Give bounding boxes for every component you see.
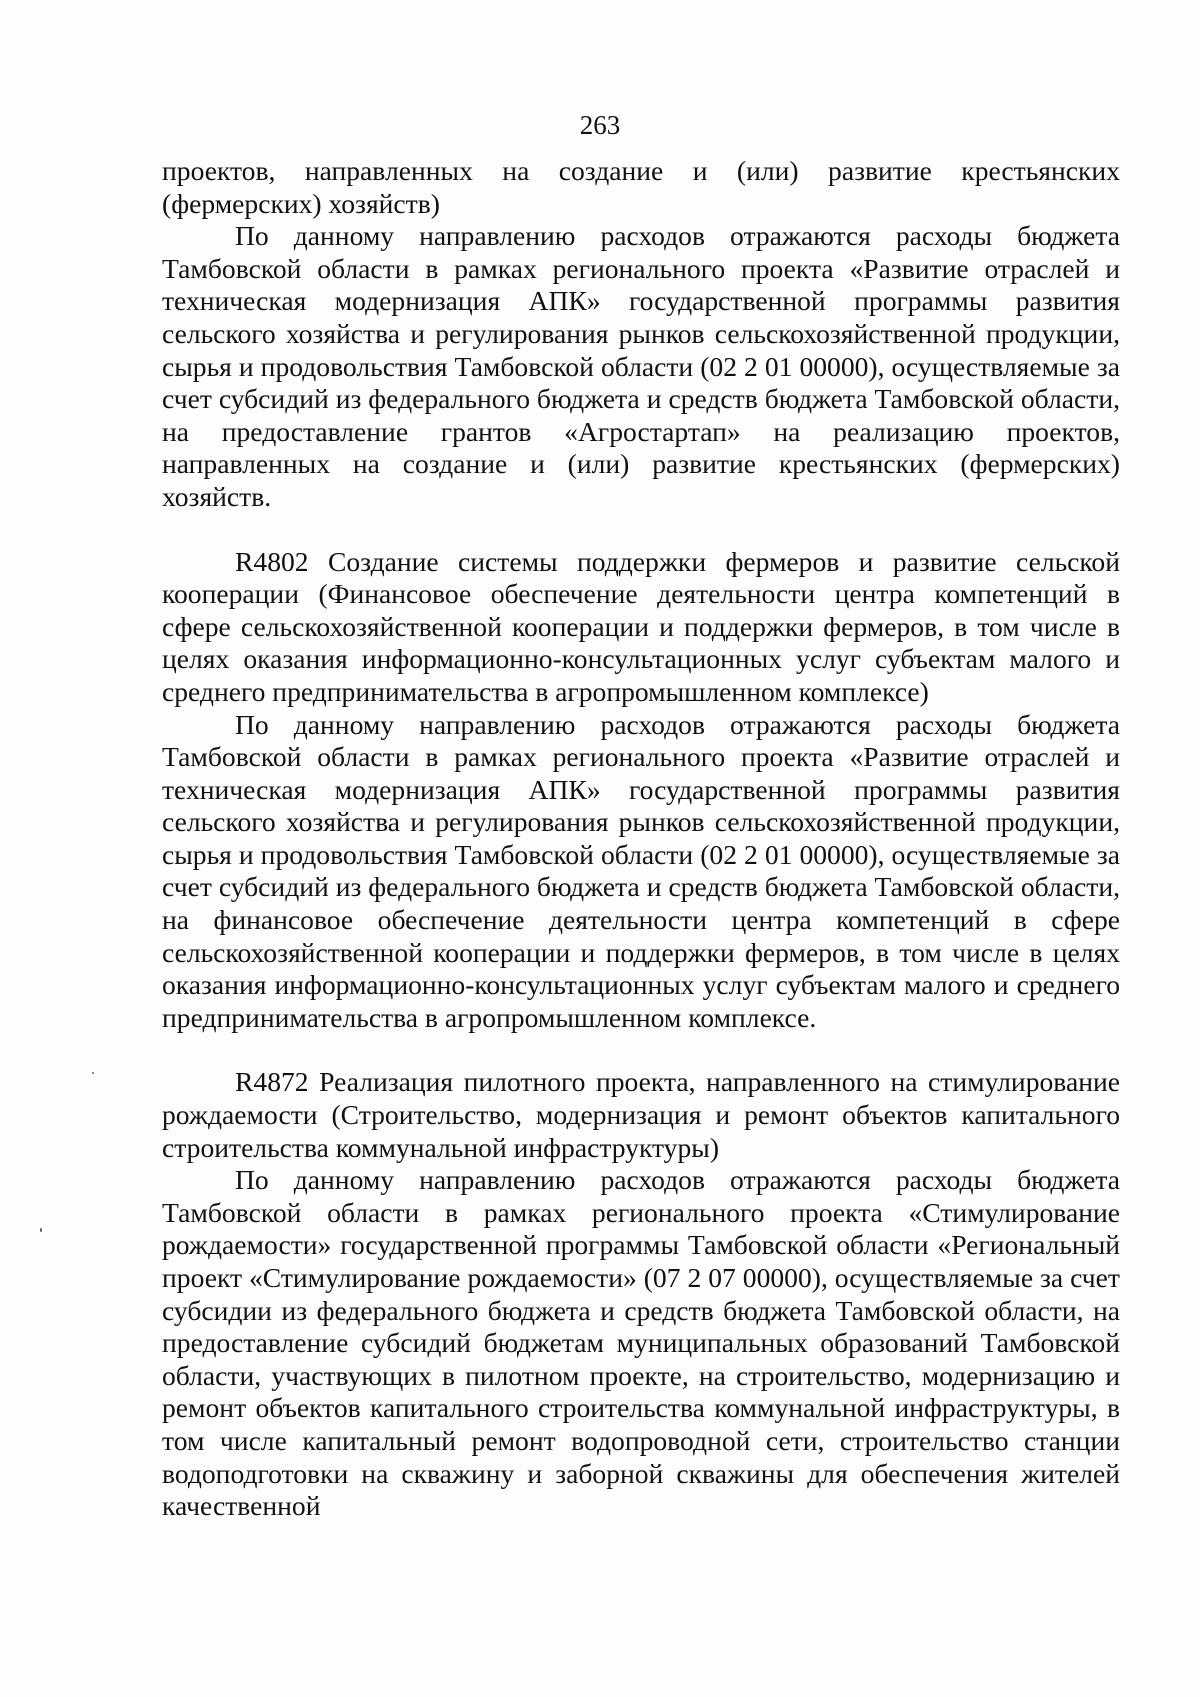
paragraph-agrostartup-description: По данному направлению расходов отражаются расходы бюджета Тамбовской области в рамках регионального проекта «Развитие отраслей и техническая модернизация АПК» государственной программы развития сельского хозяйства и регулирования рынков сельскохозяйственной продукции, сырья и продовольствия Тамбовской области (02 2 01 00000), осуществляемые за счет субсидий из федерального бюджета и средств бюджета Тамбовской области, на предоставление грантов «Агростартап» на реализацию проектов, направленных на создание и (или) развитие крестьянских (фермерских) хозяйств. [162,220,1120,512]
r4872-title: Реализация пилотного проекта, направленного на стимулирование рождаемости (Строительство, модернизация и ремонт объектов капитального строительства коммунальной инфраструктуры) [162,1066,1120,1163]
paragraph-r4872-heading [162,1066,1120,1164]
r4802-title: Создание системы поддержки фермеров и развитие сельской кооперации (Финансовое обеспечение деятельности центра компетенций в сфере сельскохозяйственной кооперации и поддержки фермеров, в том числе в целях оказания информационно-консультационных услуг субъектам малого и среднего предпринимательства в агропромышленном комплексе) [162,545,1120,707]
paragraph-r4872-description: По данному направлению расходов отражаются расходы бюджета Тамбовской области в рамках регионального проекта «Стимулирование рождаемости» государственной программы Тамбовской области «Региональный проект «Стимулирование рождаемости» (07 2 07 00000), осуществляемые за счет субсидии из федерального бюджета и средств бюджета Тамбовской области, на предоставление субсидий бюджетам муниципальных образований Тамбовской области, участвующих в пилотном проекте, на строительство, модернизацию и ремонт объектов капитального строительства коммунальной инфраструктуры, в том числе капитальный ремонт водопроводной сети, строительство станции водоподготовки на скважину и заборной скважины для обеспечения жителей качественной [162,1164,1120,1522]
expense-code-r4872: R4872 [235,1066,309,1098]
scan-speck [92,1072,94,1074]
expense-code-r4802: R4802 [235,545,309,577]
paragraph-continuation: проектов, направленных на создание и (или) развитие крестьянских (фермерских) хозяйств) [162,155,1120,219]
paragraph-r4802-description: По данному направлению расходов отражаются расходы бюджета Тамбовской области в рамках регионального проекта «Развитие отраслей и техническая модернизация АПК» государственной программы развития сельского хозяйства и регулирования рынков сельскохозяйственной продукции, сырья и продовольствия Тамбовской области (02 2 01 00000), осуществляемые за счет субсидий из федерального бюджета и средств бюджета Тамбовской области, на финансовое обеспечение деятельности центра компетенций в сфере сельскохозяйственной кооперации и поддержки фермеров, в том числе в целях оказания информационно-консультационных услуг субъектам малого и среднего предпринимательства в агропромышленном комплексе. [162,708,1120,1033]
page-number: 263 [579,110,621,140]
scan-speck [40,1228,42,1232]
document-body [162,155,1120,1523]
paragraph-r4802-heading [162,546,1120,709]
